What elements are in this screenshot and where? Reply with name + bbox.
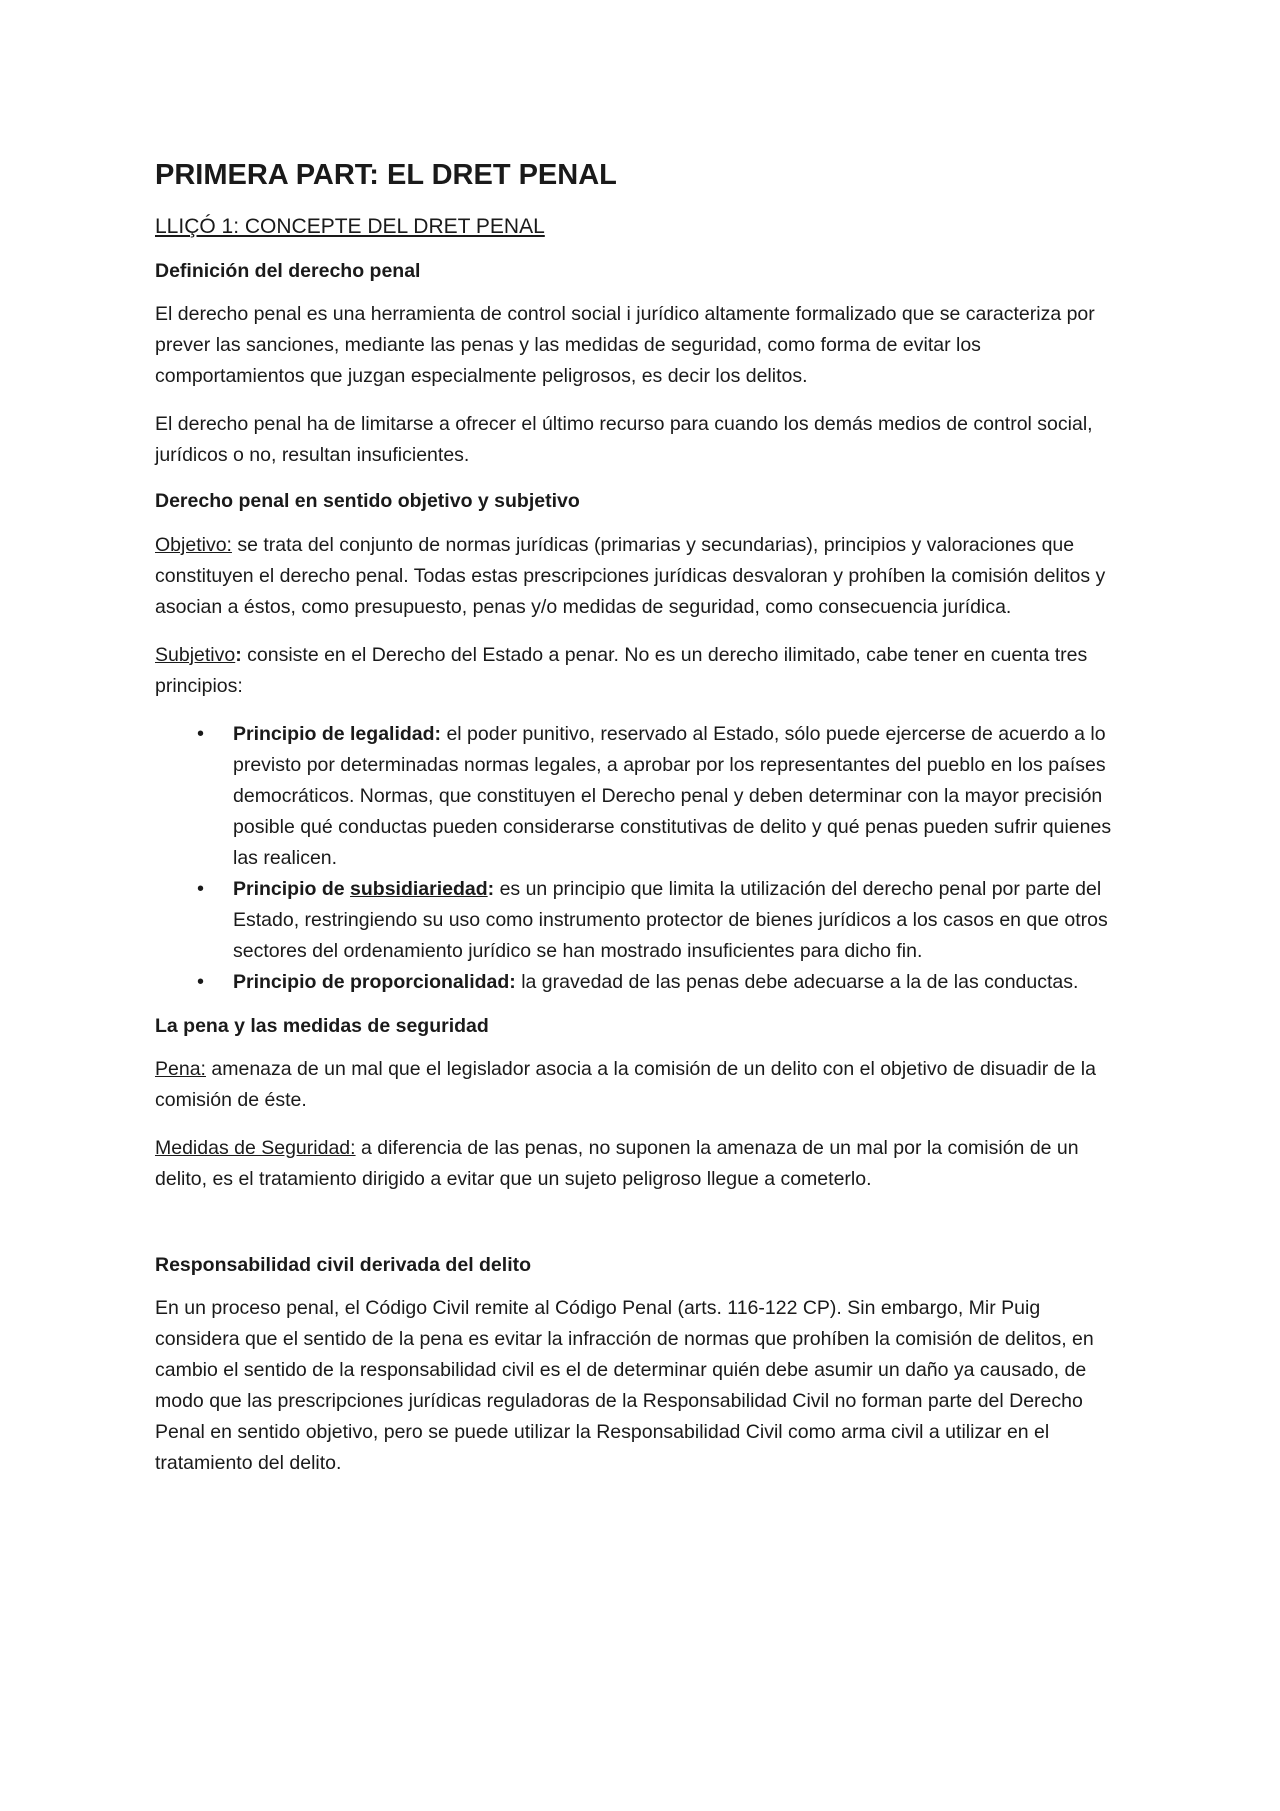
objetivo-label: Objetivo: (155, 533, 232, 556)
paragraph-subjetivo (155, 640, 1130, 702)
section-heading-responsabilidad: Responsabilidad civil derivada del delito (155, 1253, 532, 1276)
principles-list (155, 719, 1130, 998)
section-heading-pena: La pena y las medidas de seguridad (155, 1014, 489, 1037)
principle-label-underlined: subsidiariedad (350, 877, 488, 900)
paragraph-objetivo (155, 530, 1130, 623)
principle-text: la gravedad de las penas debe adecuarse a la de las conductas. (515, 970, 1079, 993)
document-title: PRIMERA PART: EL DRET PENAL (155, 159, 617, 191)
section-heading-definicion: Definición del derecho penal (155, 260, 421, 283)
paragraph-pena (155, 1054, 1130, 1116)
objetivo-text: se trata del conjunto de normas jurídicas (primarias y secundarias), principios y valoraciones que constituyen el derecho penal. Todas estas prescripciones jurídicas desvaloran y prohíben la comisión delitos y asocian a éstos, como presupuesto, penas y/o medidas de seguridad, como consecuencia jurídica. (155, 533, 1106, 618)
list-item-proporcionalidad (155, 967, 1130, 998)
medidas-text: a diferencia de las penas, no suponen la amenaza de un mal por la comisión de un delito, es el tratamiento dirigido a evitar que un sujeto peligroso llegue a cometerlo. (155, 1136, 1079, 1190)
principle-text: el poder punitivo, reservado al Estado, sólo puede ejercerse de acuerdo a lo previsto por determinadas normas legales, a aprobar por los representantes del pueblo en los países democráticos. Normas, que constituyen el Derecho penal y deben determinar con la mayor precisión posible qué conductas pueden considerarse constitutivas de delito y qué penas pueden sufrir quienes las realicen. (233, 722, 1112, 869)
paragraph-medidas (155, 1133, 1130, 1195)
subjetivo-label: Subjetivo (155, 643, 236, 666)
medidas-label: Medidas de Seguridad: (155, 1136, 356, 1159)
pena-label: Pena: (155, 1057, 206, 1080)
list-item-legalidad (155, 719, 1130, 874)
principle-label-suffix: : (487, 877, 495, 900)
paragraph-definicion-2: El derecho penal ha de limitarse a ofrecer el último recurso para cuando los demás medios de control social, jurídicos o no, resultan insuficientes. (155, 413, 1093, 467)
subjetivo-colon: : (235, 643, 242, 666)
list-item-subsidiariedad (155, 874, 1130, 967)
pena-text: amenaza de un mal que el legislador asocia a la comisión de un delito con el objetivo de disuadir de la comisión de éste. (155, 1057, 1096, 1111)
principle-text: es un principio que limita la utilización del derecho penal por parte del Estado, restringiendo su uso como instrumento protector de bienes jurídicos a los casos en que otros sectores del ordenamiento jurídico se han mostrado insuficientes para dicho fin. (233, 877, 1108, 962)
principle-label: Principio de proporcionalidad: (233, 970, 516, 993)
bullet-icon: • (197, 877, 205, 900)
bullet-icon: • (197, 722, 205, 745)
section-heading-sentido: Derecho penal en sentido objetivo y subjetivo (155, 490, 580, 513)
bullet-icon: • (197, 970, 205, 993)
subjetivo-text: consiste en el Derecho del Estado a penar. No es un derecho ilimitado, cabe tener en cuenta tres principios: (155, 643, 1088, 697)
section-spacer (155, 1212, 1130, 1252)
principle-label: Principio de legalidad: (233, 722, 442, 745)
principle-label-prefix: Principio de (233, 877, 351, 900)
paragraph-responsabilidad: En un proceso penal, el Código Civil remite al Código Penal (arts. 116-122 CP). Sin embargo, Mir Puig considera que el sentido de la pena es evitar la infracción de normas que prohíben la comisión de delitos, en cambio el sentido de la responsabilidad civil es el de determinar quién debe asumir un daño ya causado, de modo que las prescripciones jurídicas reguladoras de la Responsabilidad Civil no forman parte del Derecho Penal en sentido objetivo, pero se puede utilizar la Responsabilidad Civil como arma civil a utilizar en el tratamiento del delito. (155, 1297, 1094, 1475)
paragraph-definicion-1: El derecho penal es una herramienta de control social i jurídico altamente formalizado que se caracteriza por prever las sanciones, mediante las penas y las medidas de seguridad, como forma de evitar los comportamientos que juzgan especialmente peligrosos, es decir los delitos. (155, 303, 1095, 388)
lesson-title: LLIÇÓ 1: CONCEPTE DEL DRET PENAL (155, 214, 545, 238)
